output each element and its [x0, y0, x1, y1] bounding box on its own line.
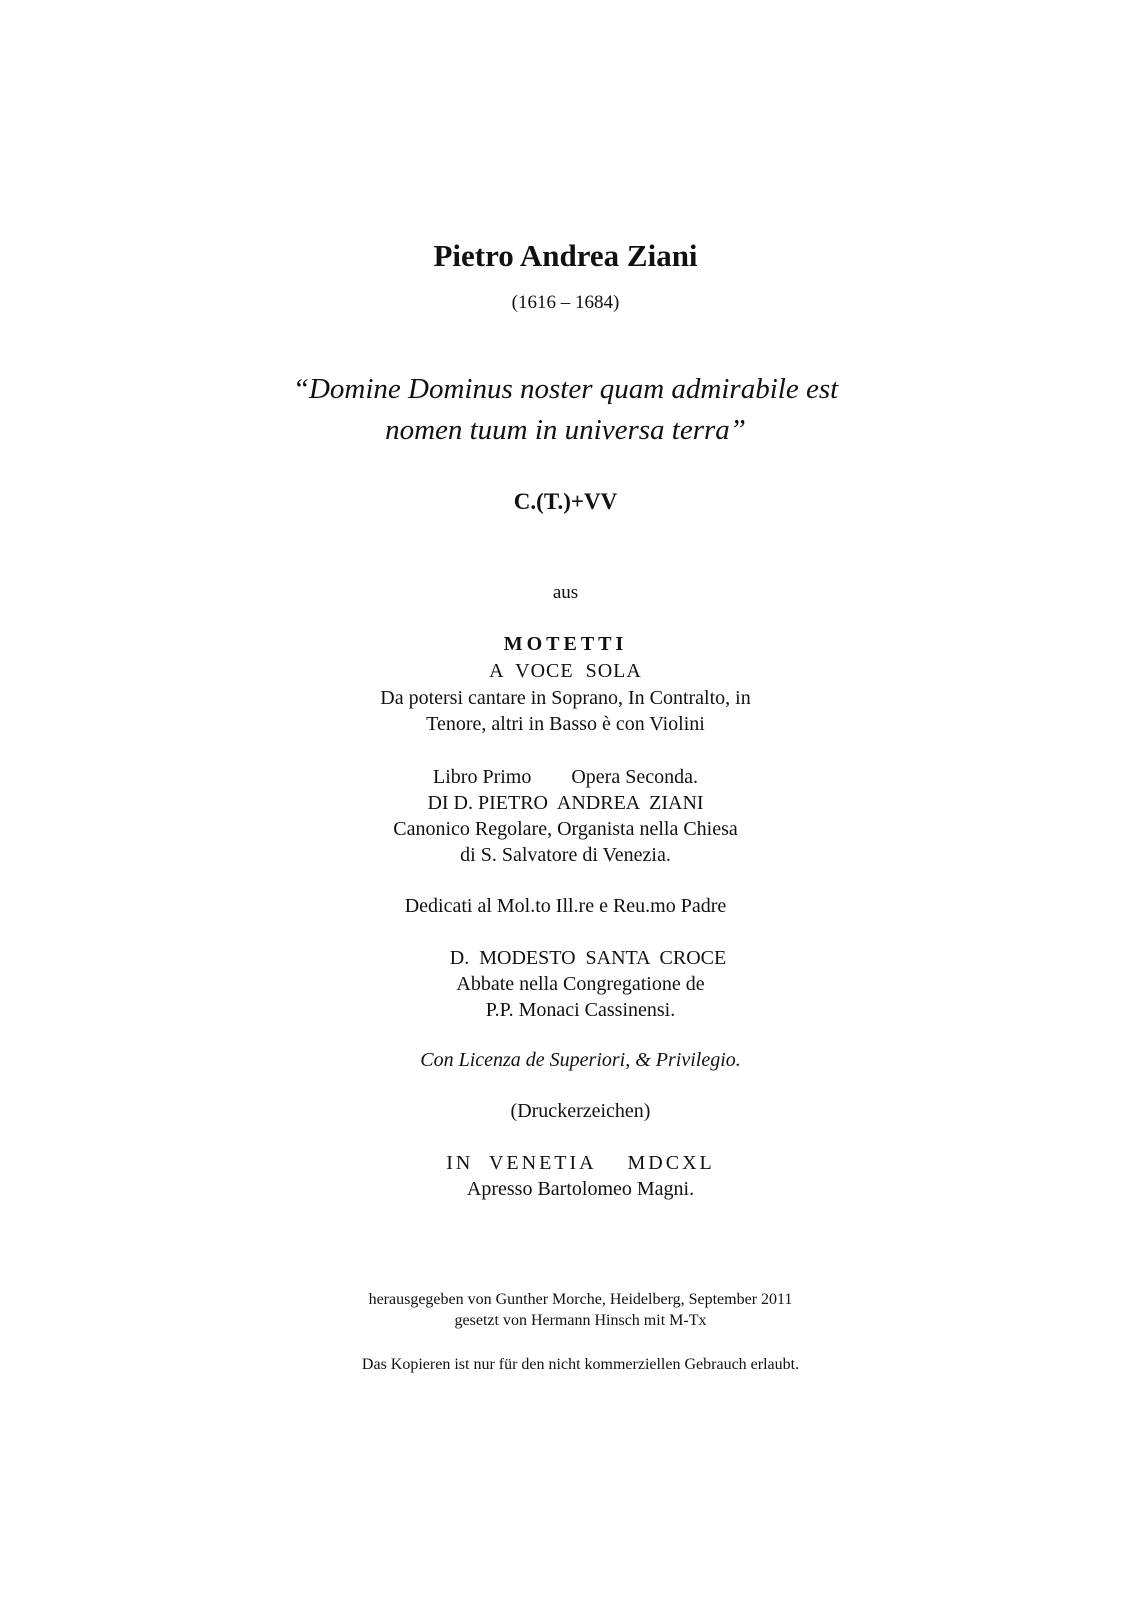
composer-dates: (1616 – 1684) — [511, 292, 620, 313]
source-title-motetti: MOTETTI — [503, 633, 628, 655]
source-line-tenore: Tenore, altri in Basso è con Violini — [426, 713, 705, 735]
source-line-dedicati: Dedicati al Mol.to Ill.re e Reu.mo Padre — [404, 895, 727, 917]
editor-credit: herausgegeben von Gunther Morche, Heidelberg, September 2011 — [368, 1291, 793, 1308]
source-line-abbate: Abbate nella Congregatione de — [456, 973, 705, 995]
source-line-canonico: Canonico Regolare, Organista nella Chiesa — [393, 818, 738, 840]
source-line-da-potersi: Da potersi cantare in Soprano, In Contralto, in — [380, 687, 751, 709]
source-line-author: DI D. PIETRO ANDREA ZIANI — [427, 792, 704, 814]
source-line-monaci: P.P. Monaci Cassinensi. — [485, 999, 676, 1021]
printer-mark-note: (Druckerzeichen) — [510, 1100, 651, 1122]
work-title-line-1: “Domine Dominus noster quam admirabile est — [292, 373, 839, 405]
composer-name: Pietro Andrea Ziani — [433, 238, 698, 273]
source-line-libro-opera: Libro Primo Opera Seconda. — [433, 766, 698, 788]
copyright-notice: Das Kopieren ist nur für den nicht kommerziellen Gebrauch erlaubt. — [361, 1356, 800, 1373]
scoring: C.(T.)+VV — [513, 489, 618, 514]
source-line-dedicatee: D. MODESTO SANTA CROCE — [449, 947, 727, 969]
imprint-printer: Apresso Bartolomeo Magni. — [466, 1178, 695, 1200]
source-intro: aus — [552, 582, 579, 603]
imprint-place-year: IN VENETIA MDCXL — [446, 1152, 715, 1174]
source-line-salvatore: di S. Salvatore di Venezia. — [460, 844, 671, 866]
source-title-a-voce-sola: A VOCE SOLA — [489, 660, 642, 682]
source-line-licenza: Con Licenza de Superiori, & Privilegio. — [420, 1049, 741, 1071]
typesetter-credit: gesetzt von Hermann Hinsch mit M-Tx — [454, 1312, 707, 1329]
work-title-line-2: nomen tuum in universa terra” — [385, 414, 746, 446]
